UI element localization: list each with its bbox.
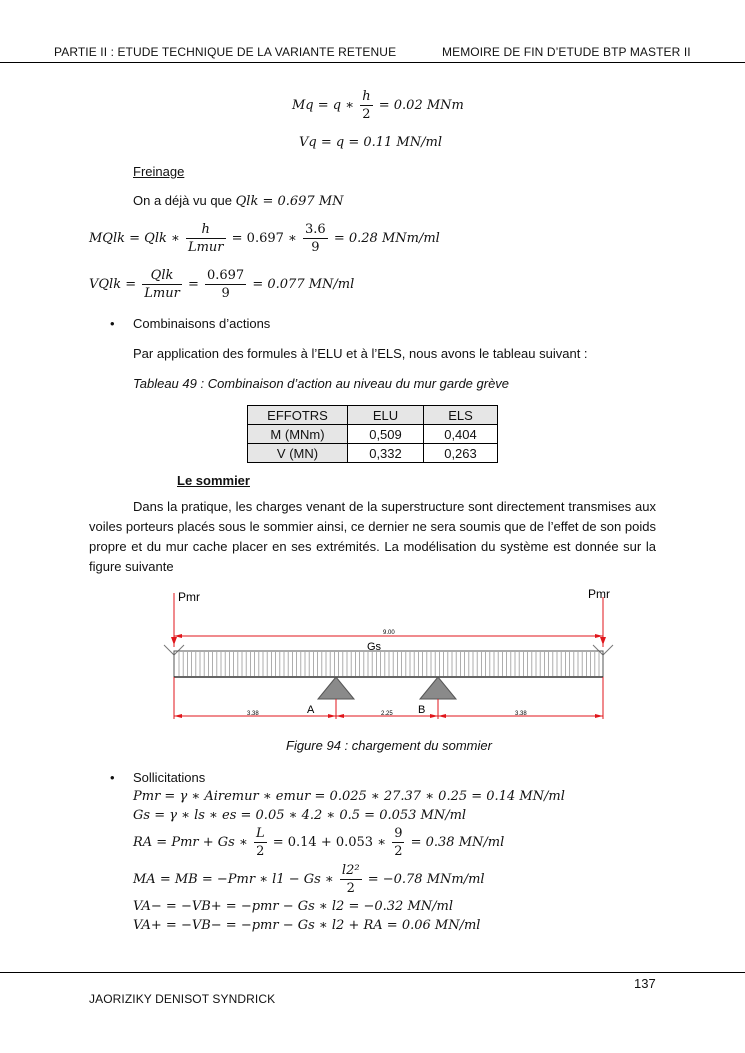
label-pmr-right: Pmr — [588, 587, 610, 601]
page-number: 137 — [634, 976, 656, 991]
pmr-left-arrowhead — [171, 637, 177, 645]
support-a-icon — [318, 677, 354, 699]
bullet-icon: • — [110, 770, 115, 785]
equation-va-minus: VA− = −VB+ = −pmr − Gs ∗ l2 = −0.32 MN/ml — [133, 899, 454, 914]
footer-author: JAORIZIKY DENISOT SYNDRICK — [89, 992, 276, 1006]
equation-gs: Gs = γ ∗ ls ∗ es = 0.05 ∗ 4.2 ∗ 0.5 = 0.053 MN/ml — [133, 808, 467, 823]
distributed-load-gs — [174, 651, 603, 677]
table-cell: V (MN) — [248, 444, 348, 463]
table-cell: 0,263 — [424, 444, 498, 463]
table-row — [248, 425, 498, 444]
table-caption: Tableau 49 : Combinaison d’action au niveau du mur garde grève — [133, 376, 510, 391]
table-header: ELS — [424, 406, 498, 425]
table-cell: M (MNm) — [248, 425, 348, 444]
efforts-table — [247, 405, 498, 463]
table-header-row — [248, 406, 498, 425]
label-d1: 3.38 — [247, 711, 259, 717]
table-cell: 0,404 — [424, 425, 498, 444]
equation-vqlk: VQlk = $\frac{\text{Qlk}}{\text{Lmur}}$ = $\frac{0.697}{9}$ = 0.077 MN/ml — [89, 268, 355, 301]
label-gs: Gs — [367, 641, 382, 653]
label-b: B — [418, 704, 426, 716]
footer-rule — [0, 972, 745, 973]
combinaisons-text: Par application des formules à l’ELU et à l’ELS, nous avons le tableau suivant : — [133, 346, 588, 361]
label-pmr-left: Pmr — [178, 590, 200, 604]
table-header: EFFOTRS — [248, 406, 348, 425]
label-a: A — [307, 704, 315, 716]
sommier-title: Le sommier — [177, 473, 250, 488]
equation-ra: RA = Pmr + Gs ∗ $\frac{L}{2}$ = 0.14 + 0.053 ∗ $\frac{9}{2}$ = 0.38 MN/ml — [133, 826, 505, 859]
label-d3: 3.38 — [515, 711, 527, 717]
pmr-right-arrowhead — [600, 637, 606, 645]
header-right: MEMOIRE DE FIN D’ETUDE BTP MASTER II — [442, 45, 691, 59]
figure-caption: Figure 94 : chargement du sommier — [286, 738, 492, 753]
table-cell: 0,509 — [348, 425, 424, 444]
header-left: PARTIE II : ETUDE TECHNIQUE DE LA VARIANTE RETENUE — [54, 45, 397, 59]
label-span: 9.00 — [383, 630, 395, 636]
bullet-icon: • — [110, 316, 115, 331]
table-row — [248, 444, 498, 463]
header-rule — [0, 62, 745, 63]
label-d2: 2.25 — [381, 711, 393, 717]
sollicitations-bullet: Sollicitations — [133, 770, 206, 785]
load-hatch — [179, 652, 599, 676]
equation-ma: MA = MB = −Pmr ∗ l1 − Gs ∗ $\frac{\text{l2²}}{2}$ = −0.78 MNm/ml — [133, 863, 485, 896]
equation-mq: Mq = q ∗ $\frac{h}{2}$ = 0.02 MNm — [292, 89, 464, 122]
combinaisons-bullet: Combinaisons d’actions — [133, 316, 271, 331]
equation-pmr: Pmr = γ ∗ Airemur ∗ emur = 0.025 ∗ 27.37 ∗ 0.25 = 0.14 MN/ml — [133, 789, 565, 804]
table-cell: 0,332 — [348, 444, 424, 463]
support-b-icon — [420, 677, 456, 699]
sommier-figure — [160, 585, 620, 725]
table-header: ELU — [348, 406, 424, 425]
freinage-intro: On a déjà vu que Qlk = 0.697 MN — [133, 193, 344, 209]
freinage-title: Freinage — [133, 164, 185, 179]
sommier-paragraph: Dans la pratique, les charges venant de la superstructure sont directement transmises aux voiles porteurs placés sous le sommier ainsi, ce dernier ne sera soumis que de l’effet de son poids propre et du mur cache placer en ses extrémités. La modélisation du système est donnée sur la figure suivante — [89, 499, 656, 574]
equation-vq: Vq = q = 0.11 MN/ml — [299, 135, 442, 150]
equation-va-plus: VA+ = −VB− = −pmr − Gs ∗ l2 + RA = 0.06 MN/ml — [133, 918, 481, 933]
equation-mqlk: MQlk = Qlk ∗ $\frac{h}{\text{Lmur}}$ = 0.697 ∗ $\frac{3.6}{9}$ = 0.28 MNm/ml — [89, 222, 440, 255]
